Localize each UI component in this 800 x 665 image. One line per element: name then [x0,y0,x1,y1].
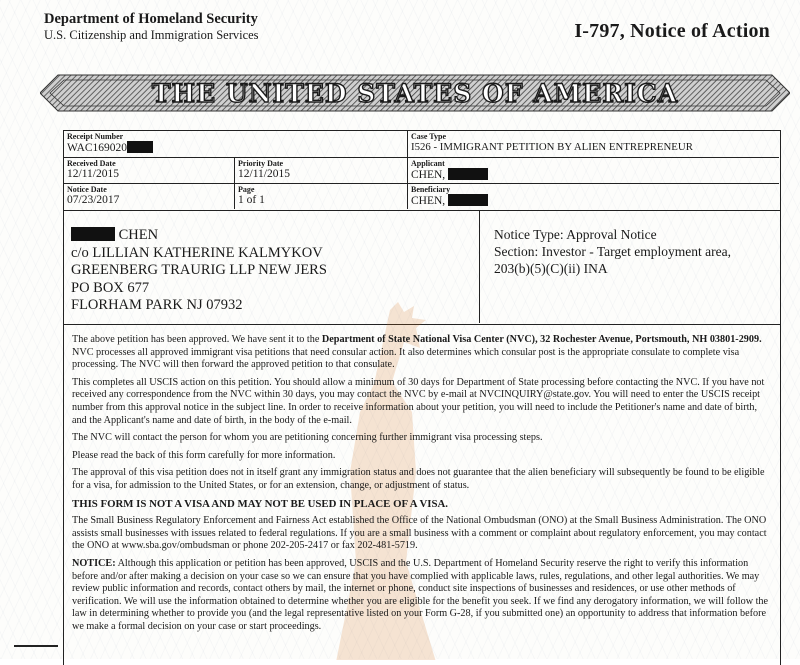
paragraph-nvc: The above petition has been approved. We have sent it to the Department of State National Visa Center (NVC), 32 Rochester Avenue, Portsmouth, NH 03801-2909. NVC processes all approved immigrant visa petitions that need consular action. It also determines which consular post is the appropriate consulate to complete visa processing. The NVC will then forward the approved petition to that consulate. [72,334,762,371]
notice-date-value: 07/23/2017 [67,194,120,206]
received-date-value: 12/11/2015 [67,168,119,180]
address-line-2: GREENBERG TRAURIG LLP NEW JERS [71,262,327,278]
case-type-cell [408,131,778,157]
addressee-name: CHEN [118,227,159,243]
case-type-value: I526 - IMMIGRANT PETITION BY ALIEN ENTREPRENEUR [411,141,693,153]
footer-rule [14,645,58,647]
mailing-address [71,227,327,315]
paragraph-nvc-contact: The NVC will contact the person for whom you are petitioning concerning further immigrant visa processing steps. [72,432,543,444]
address-line-1: c/o LILLIAN KATHERINE KALMYKOV [71,244,323,261]
agency-subname: U.S. Citizenship and Immigration Services [44,28,259,42]
receipt-number-value: WAC169020 [67,142,128,154]
usa-banner [40,66,790,120]
address-line-3: PO BOX 677 [71,279,150,296]
beneficiary-value: CHEN, [411,195,446,207]
priority-date-label: Priority Date [238,159,284,168]
paragraph-ombudsman: The Small Business Regulatory Enforcement and Fairness Act established the Office of the National Ombudsman (ONO) at the Small Business Administration. The ONO assists small businesses with issues related to federal regulations. If you are a small business with a comment or complaint about regulatory enforcement, you may contact the ONO at www.sba.gov/ombudsman or phone 202-205-2417 or fax 202-481-5719. [72,515,767,552]
applicant-value: CHEN, [411,169,446,181]
beneficiary-cell [408,184,778,209]
redaction-bar [448,194,488,206]
not-a-visa-warning: THIS FORM IS NOT A VISA AND MAY NOT BE USED IN PLACE OF A VISA. [72,497,448,510]
notice-body [63,325,781,665]
page-cell [235,184,407,209]
redaction-bar [71,227,115,241]
case-info-grid [63,130,781,211]
priority-date-value: 12/11/2015 [238,168,290,180]
paragraph-status-disclaimer: The approval of this visa petition does not in itself grant any immigration status and does not guarantee that the alien beneficiary will subsequently be found to be eligible for a visa, for admission to the United States, or for an extension, change, or adjustment of status. [72,467,765,491]
received-date-cell [64,158,234,183]
agency-header [44,11,259,43]
notice-date-label: Notice Date [67,185,107,194]
notice-section-line-2: 203(b)(5)(C)(ii) INA [494,261,608,276]
notice-date-cell [64,184,234,209]
notice-info [494,226,731,277]
applicant-cell [408,158,778,183]
notice-type: Notice Type: Approval Notice [494,227,657,242]
page-value: 1 of 1 [238,194,265,206]
redaction-bar [127,141,153,153]
paragraph-processing: This completes all USCIS action on this petition. You should allow a minimum of 30 days for Department of State processing before contacting the NVC. If you have not received any correspondence from the NVC within 30 days, you may contact the NVC by e-mail at NVCINQUIRY@state.gov. You will need to enter the USCIS receipt number from this approval notice in the subject line. In order to receive information about your petition, you will need to include the Petitioner's name and date of birth, and the Applicant's name and date of birth, in the body of the e-mail. [72,376,765,426]
banner-text: THE UNITED STATES OF AMERICA [151,79,679,108]
page-label: Page [238,185,255,194]
form-title: I-797, Notice of Action [574,20,770,42]
beneficiary-label: Beneficiary [411,185,451,194]
paragraph-read-back: Please read the back of this form carefully for more information. [72,449,336,461]
priority-date-cell [235,158,407,183]
address-line-4: FLORHAM PARK NJ 07932 [71,297,243,313]
applicant-label: Applicant [411,159,445,168]
notice-section-line-1: Section: Investor - Target employment area, [494,244,731,259]
case-type-label: Case Type [411,132,447,141]
redaction-bar [448,168,488,180]
received-date-label: Received Date [67,159,116,168]
agency-name: Department of Homeland Security [44,11,258,27]
receipt-number-cell [64,131,407,157]
receipt-number-label: Receipt Number [67,132,124,141]
paragraph-notice: NOTICE: Although this application or petition has been approved, USCIS and the U.S. Department of Homeland Security reserve the right to verify this information before and/or after making a decision on your case so we can ensure that you have complied with applicable laws, rules, regulations, and other legal authorities. We may review public information and records, contact others by mail, the internet or phone, conduct site inspections of businesses and residences, or use other methods of verification. We will use the information obtained to determine whether you are eligible for the benefit you seek. If we find any derogatory information, we will follow the law in determining whether to provide you (and the legal representative listed on your Form G-28, if you submitted one) an opportunity to address that information before we make a formal decision on your case or start proceedings. [72,557,769,632]
